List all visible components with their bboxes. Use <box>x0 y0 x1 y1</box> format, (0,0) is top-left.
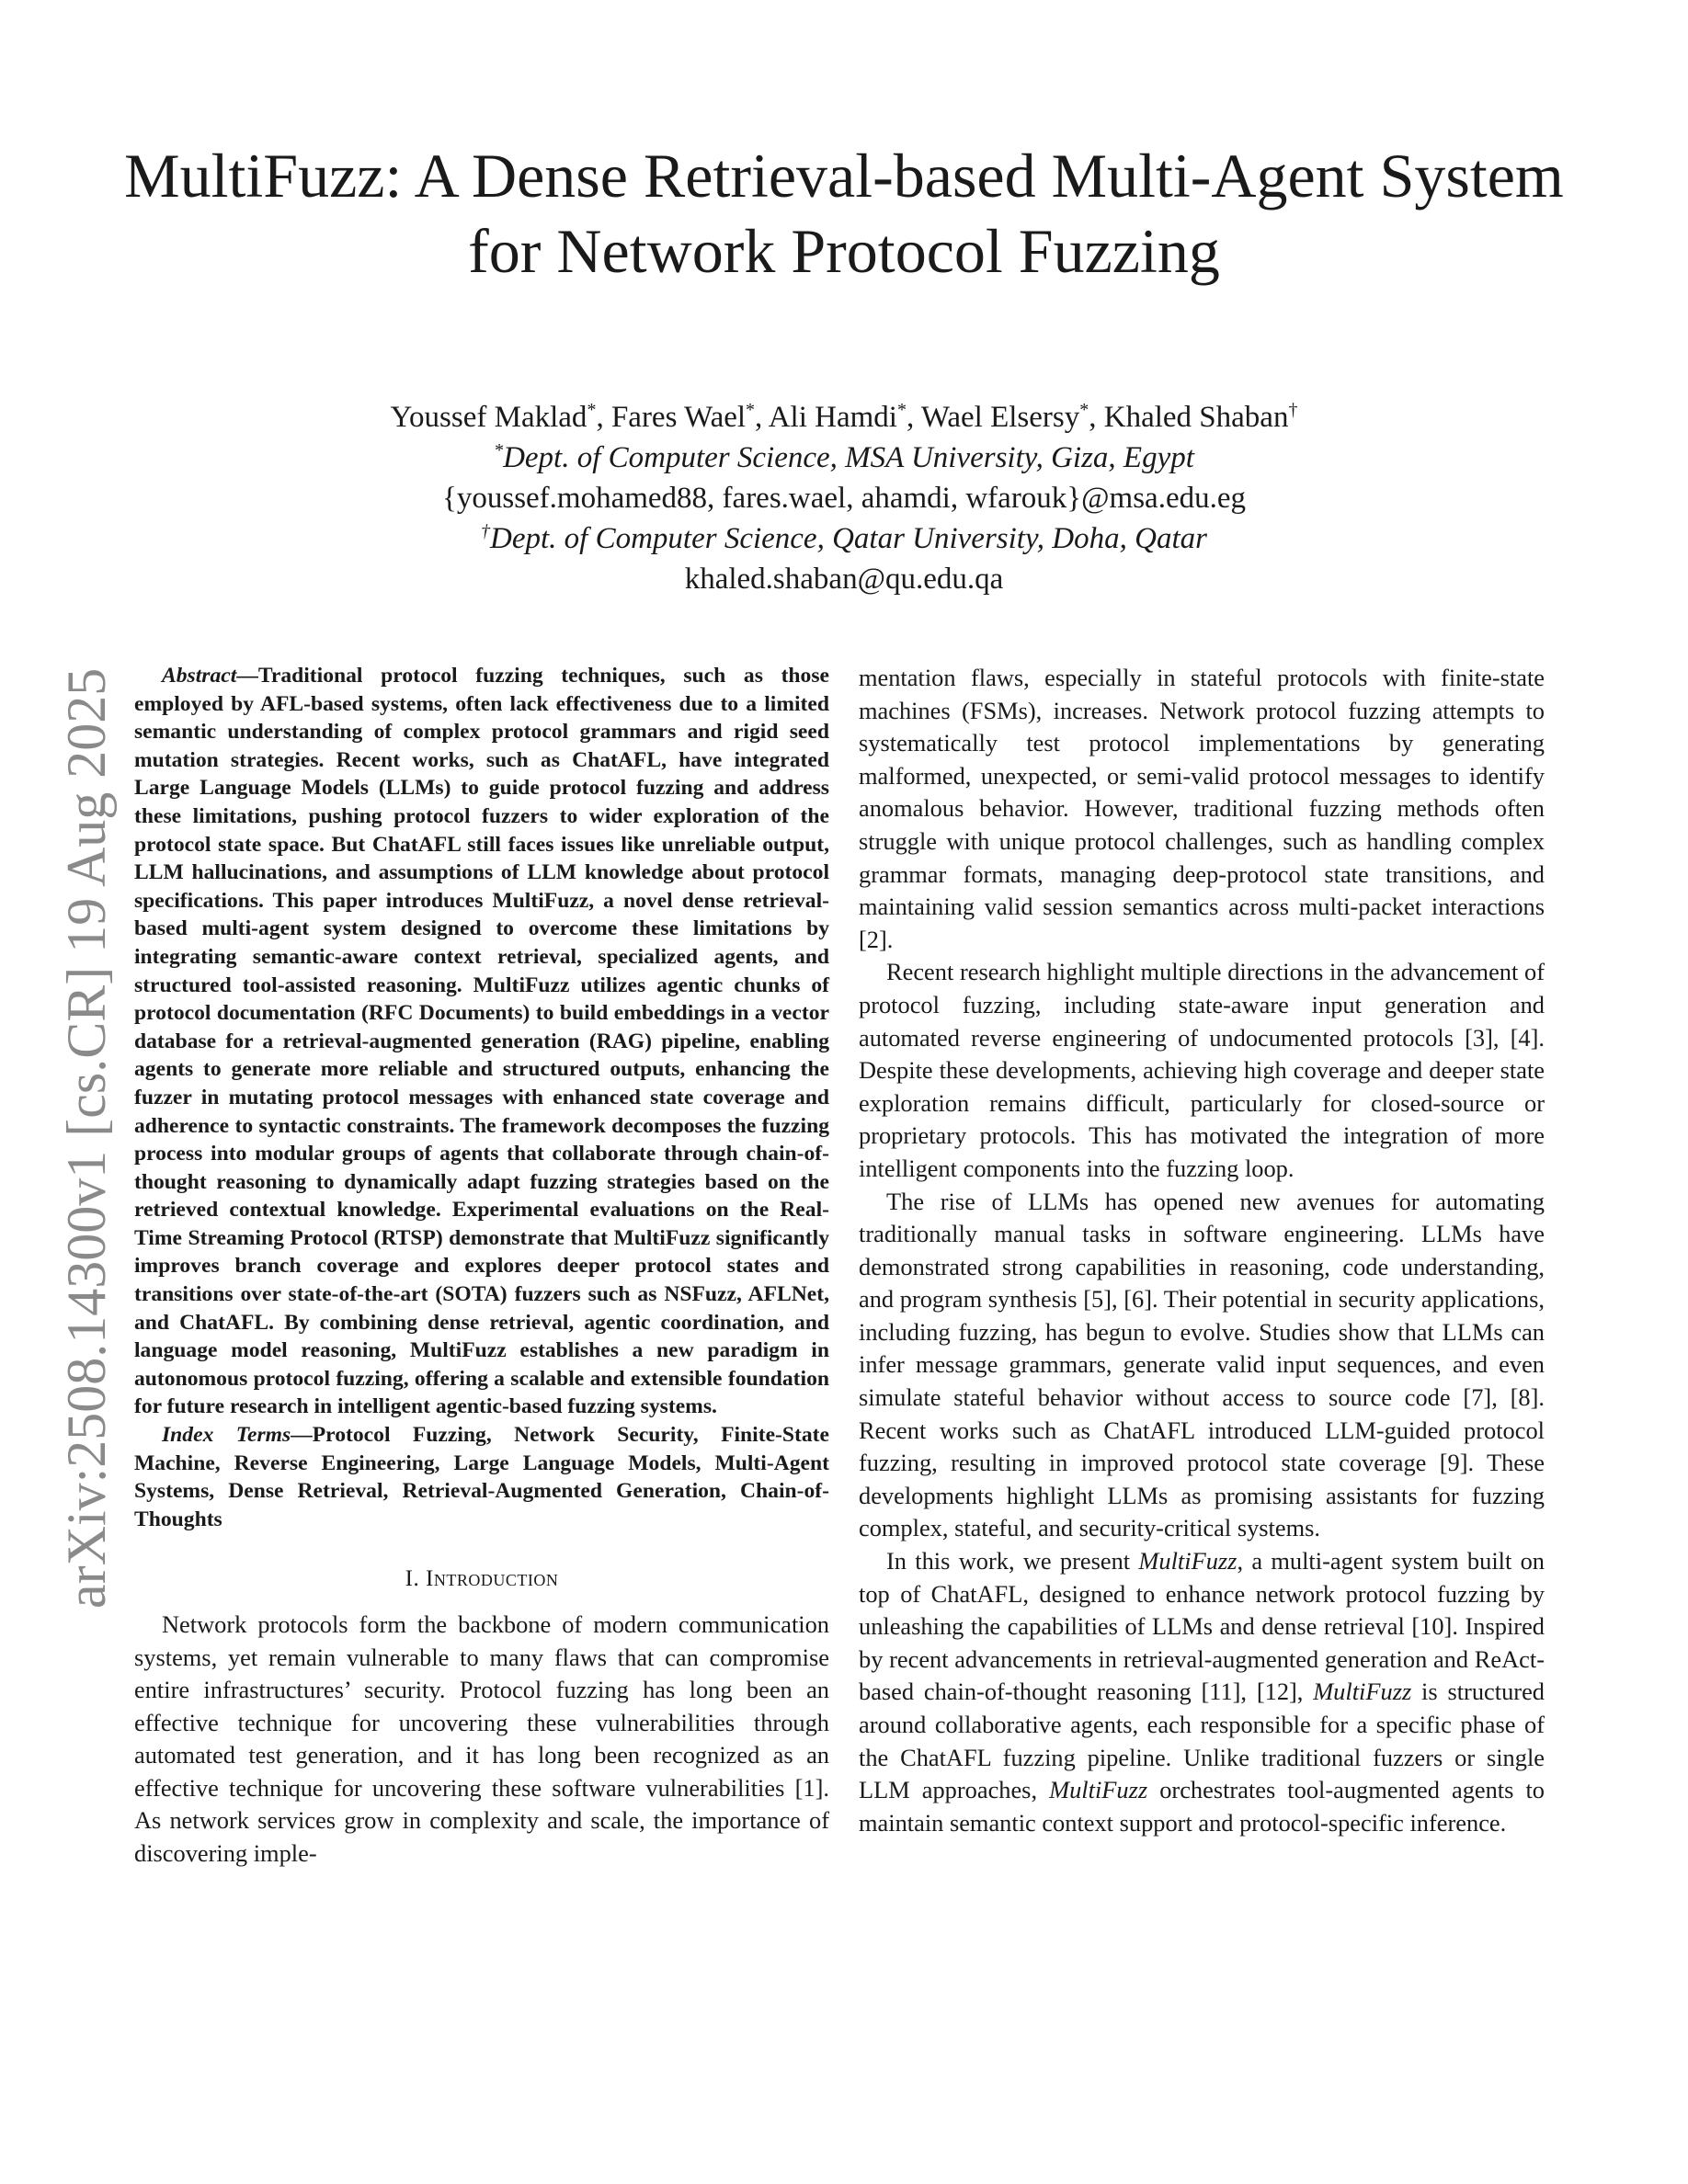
index-terms <box>134 1421 829 1533</box>
email-qatar: khaled.shaban@qu.edu.qa <box>684 563 1004 596</box>
abstract-text: —Traditional protocol fuzzing techniques, such as those employed by AFL-based systems, often lack effectiveness due to a limited semantic understanding of complex protocol grammars and rigid seed mutation strategies. Recent works, such as ChatAFL, have integrated Large Language Models (LLMs) to guide protocol fuzzing and address these limitations, pushing protocol fuzzers to wider exploration of the protocol state space. But ChatAFL still faces issues like unreliable output, LLM hallucinations, and assumptions of LLM knowledge about protocol specifications. This paper introduces MultiFuzz, a novel dense retrieval-based multi-agent system designed to overcome these limitations by integrating semantic-aware context retrieval, specialized agents, and structured tool-assisted reasoning. MultiFuzz utilizes agentic chunks of protocol documentation (RFC Documents) to build embeddings in a vector database for a retrieval-augmented generation (RAG) pipeline, enabling agents to generate more reliable and structured outputs, enhancing the fuzzer in mutating protocol messages with enhanced state coverage and adherence to syntactic constraints. The framework decomposes the fuzzing process into modular groups of agents that collaborate through chain-of-thought reasoning to dynamically adapt fuzzing strategies based on the retrieved contextual knowledge. Experimental evaluations on the Real-Time Streaming Protocol (RTSP) demonstrate that MultiFuzz significantly improves branch coverage and explores deeper protocol states and transitions over state-of-the-art (SOTA) fuzzers such as NSFuzz, AFLNet, and ChatAFL. By combining dense retrieval, agentic coordination, and language model reasoning, MultiFuzz establishes a new paradigm in autonomous protocol fuzzing, offering a scalable and extensible foundation for future research in intelligent agentic-based fuzzing systems. <box>134 664 829 1419</box>
author-block <box>110 397 1578 599</box>
intro-paragraph-2: mentation flaws, especially in stateful protocols with finite-state machines (FSMs), increases. Network protocol fuzzing attempts to systematically test protocol implementations by generating malformed, unexpected, or semi-valid protocol messages to identify anomalous behavior. However, traditional fuzzing methods often struggle with unique protocol challenges, such as handling complex grammar formats, managing deep-protocol state transitions, and maintaining valid session semantics across multi-packet interactions [2]. <box>859 664 1545 953</box>
section-heading-introduction: I. Introduction <box>405 1566 559 1592</box>
index-terms-text: —Protocol Fuzzing, Network Security, Finite-State Machine, Reverse Engineering, Large Language Models, Multi-Agent Systems, Dense Retrieval, Retrieval-Augmented Generation, Chain-of-Thoughts <box>134 1423 829 1531</box>
affiliation-qatar: †Dept. of Computer Science, Qatar University, Doha, Qatar <box>481 521 1207 555</box>
intro-paragraph-5: In this work, we present MultiFuzz, a multi-agent system built on top of ChatAFL, designed to enhance network protocol fuzzing by unleashing the capabilities of LLMs and dense retrieval [10]. Inspired by recent advancements in retrieval-augmented generation and ReAct-based chain-of-thought reasoning [11], [12], MultiFuzz is structured around collaborative agents, each responsible for a specific phase of the ChatAFL fuzzing pipeline. Unlike traditional fuzzers or single LLM approaches, MultiFuzz orchestrates tool-augmented agents to maintain semantic context support and protocol-specific inference. <box>859 1547 1545 1837</box>
abstract-label: Abstract <box>162 664 237 688</box>
right-column <box>859 662 1545 1839</box>
author-names: Youssef Maklad*, Fares Wael*, Ali Hamdi*, Wael Elsersy*, Khaled Shaban† <box>390 400 1298 434</box>
index-terms-label: Index Terms <box>162 1423 291 1448</box>
intro-paragraph-1: Network protocols form the backbone of modern communication systems, yet remain vulnerable to many flaws that can compromise entire infrastructures’ security. Protocol fuzzing has long been an effective technique for uncovering these vulnerabilities through automated test generation, and it has long been recognized as an effective technique for uncovering these software vulnerabilities [1]. As network services grow in complexity and scale, the importance of discovering imple- <box>134 1610 829 1867</box>
paper-title: MultiFuzz: A Dense Retrieval-based Multi-Agent System for Network Protocol Fuzzing <box>124 141 1564 286</box>
arxiv-stamp: arXiv:2508.14300v1 [cs.CR] 19 Aug 2025 <box>56 667 117 1609</box>
left-column <box>134 662 829 1870</box>
emails-msa: {youssef.mohamed88, fares.wael, ahamdi, wfarouk}@msa.edu.eg <box>442 482 1246 515</box>
abstract <box>134 662 829 1421</box>
intro-paragraph-3: Recent research highlight multiple directions in the advancement of protocol fuzzing, including state-aware input generation and automated reverse engineering of undocumented protocols [3], [4]. Despite these developments, achieving high coverage and deeper state exploration remains difficult, particularly for closed-source or proprietary protocols. This has motivated the integration of more intelligent components into the fuzzing loop. <box>859 958 1545 1182</box>
affiliation-msa: *Dept. of Computer Science, MSA University, Giza, Egypt <box>494 440 1194 474</box>
intro-paragraph-4: The rise of LLMs has opened new avenues for automating traditionally manual tasks in software engineering. LLMs have demonstrated strong capabilities in reasoning, code understanding, and program synthesis [5], [6]. Their potential in security applications, including fuzzing, has begun to evolve. Studies show that LLMs can infer message grammars, generate valid input sequences, and even simulate stateful behavior without access to source code [7], [8]. Recent works such as ChatAFL introduced LLM-guided protocol fuzzing, resulting in improved protocol state coverage [9]. These developments highlight LLMs as promising assistants for fuzzing complex, stateful, and security-critical systems. <box>859 1187 1545 1542</box>
